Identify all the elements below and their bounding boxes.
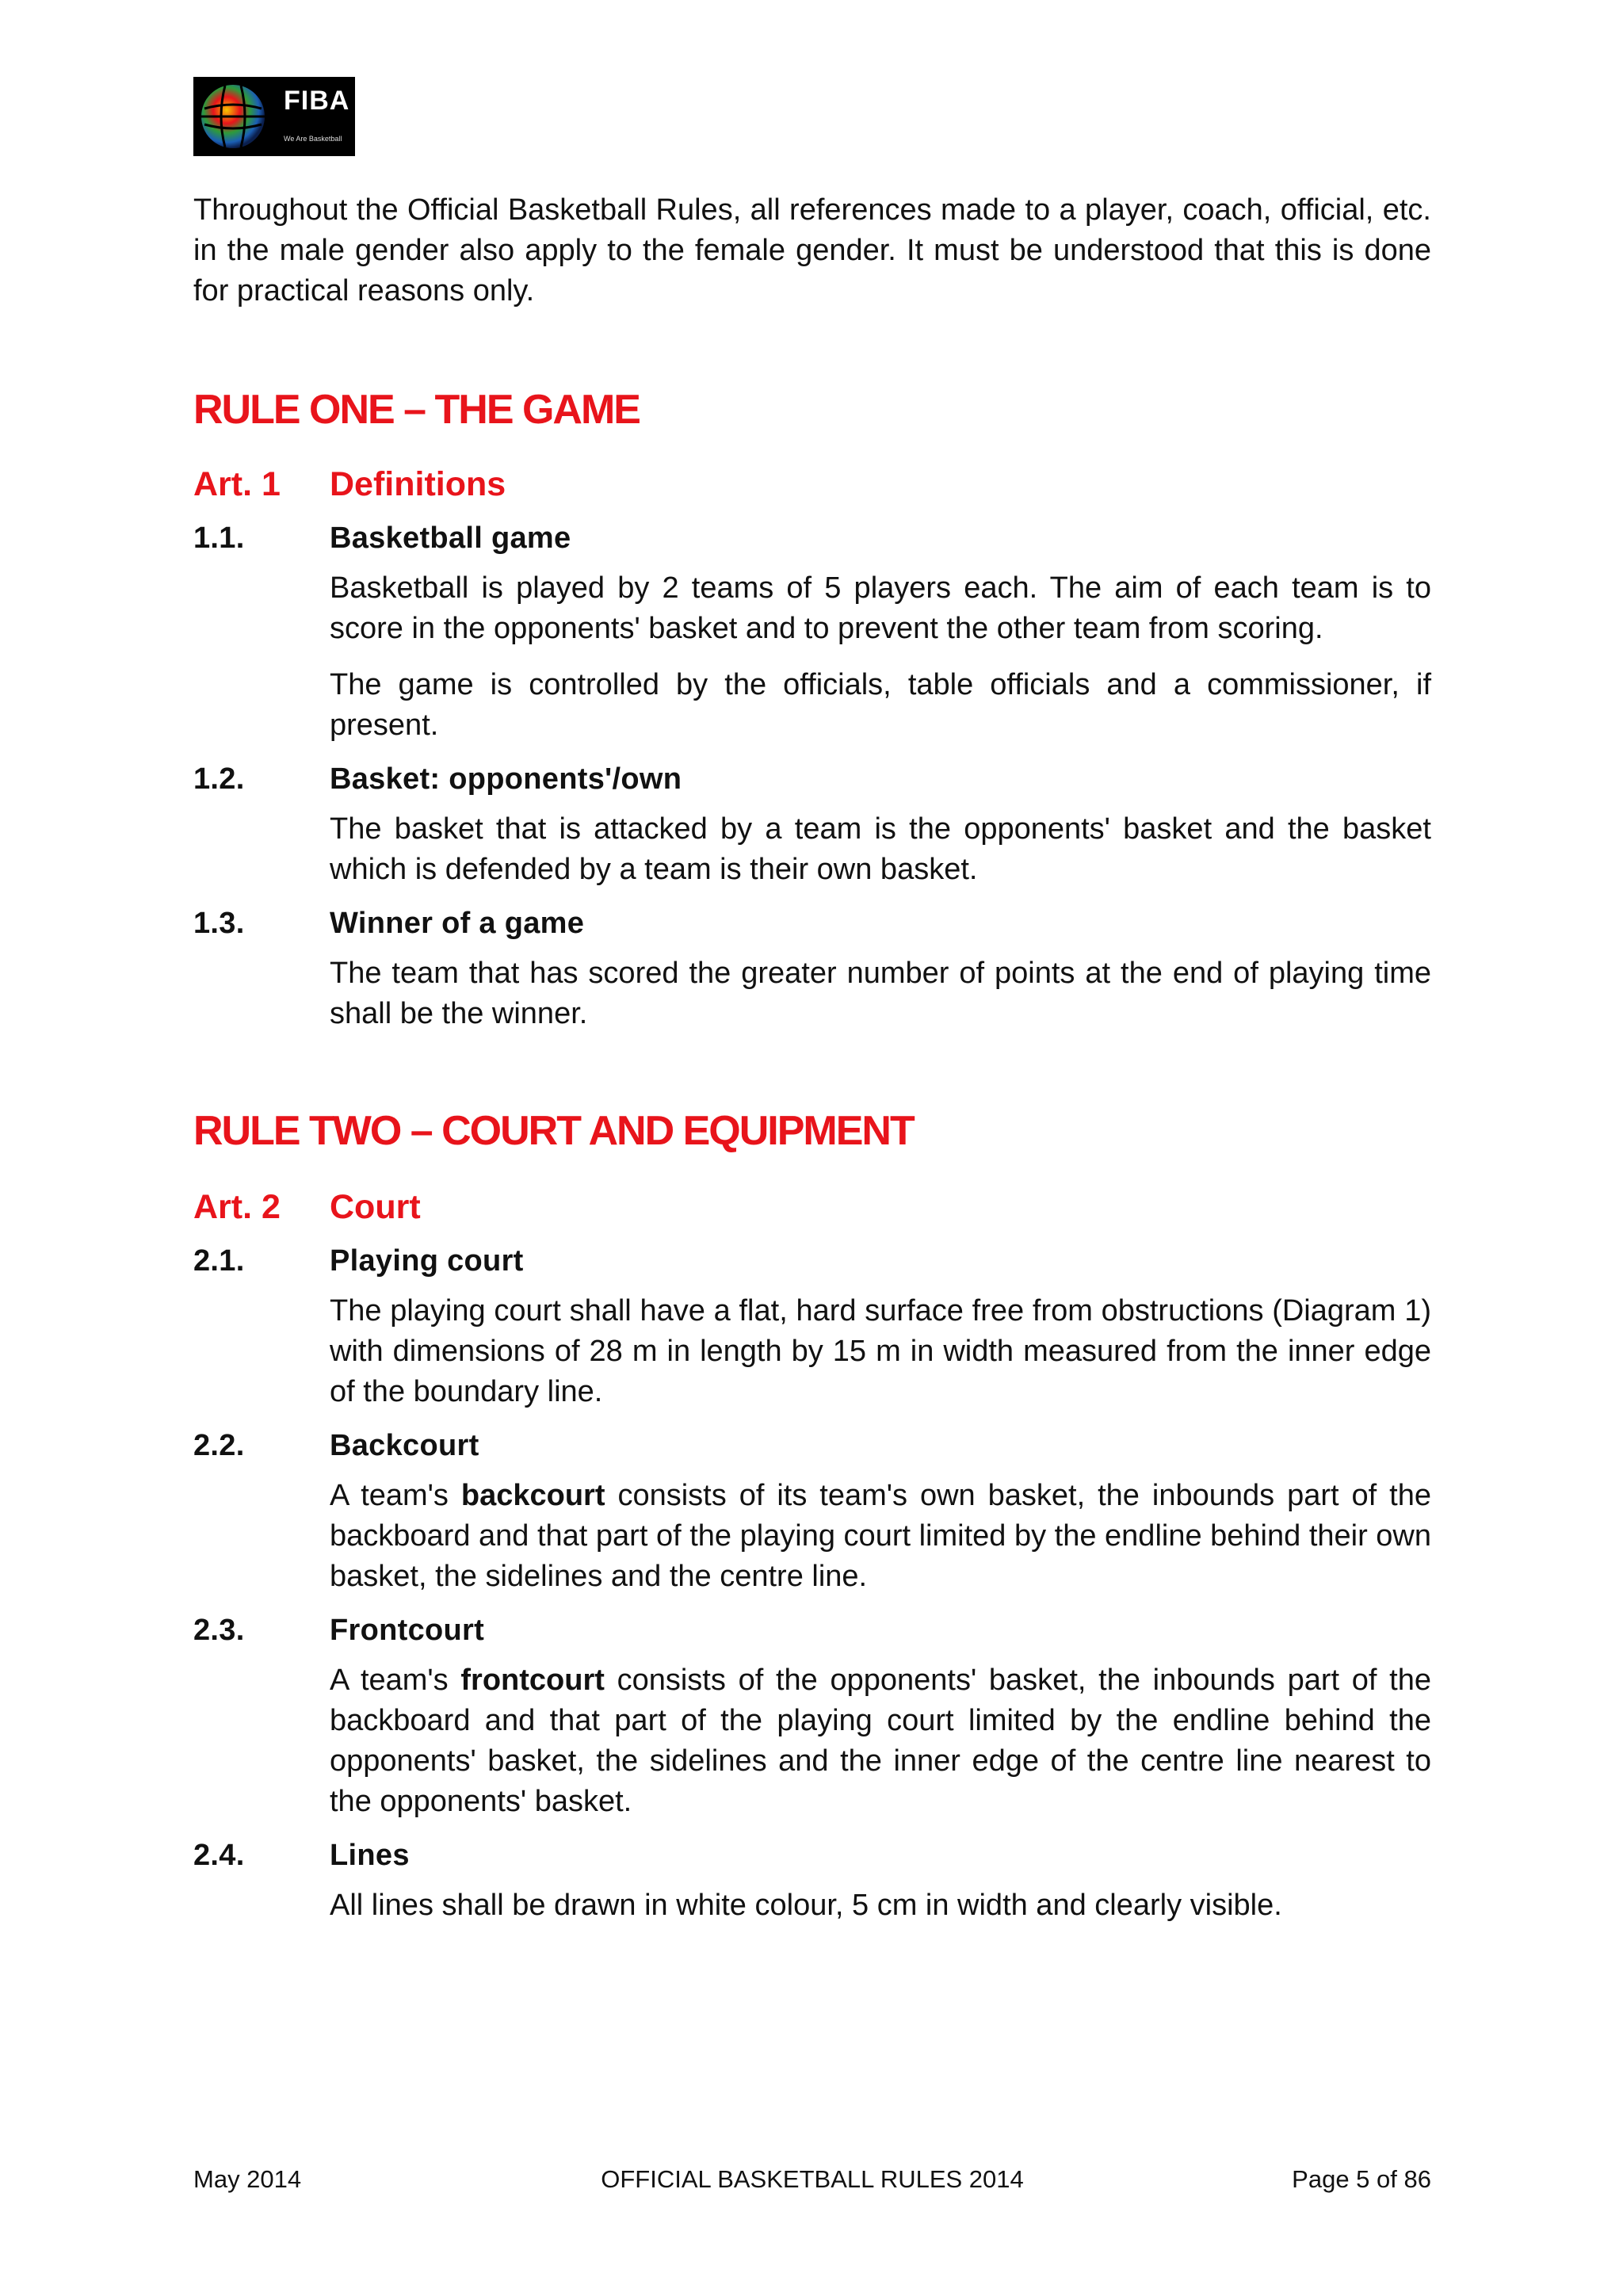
section-number: 2.3. [193, 1614, 245, 1647]
section-paragraph: The game is controlled by the officials, table officials and a commissioner, if present. [330, 668, 1431, 742]
section-title: Backcourt [330, 1429, 479, 1462]
section-number: 2.4. [193, 1839, 245, 1872]
logo-text [273, 77, 355, 156]
section-paragraph: Basketball is played by 2 teams of 5 players each. The aim of each team is to score in the opponents' basket and to prevent the other team from scoring. [330, 571, 1431, 645]
defined-term: frontcourt [460, 1664, 605, 1697]
section-paragraph [330, 1660, 1431, 1822]
section-number: 2.2. [193, 1429, 245, 1462]
section-number: 1.2. [193, 762, 245, 796]
text-run: consists of its team's own basket, the inbounds part of the backboard and that part of the playing court limited by the endline behind their own basket, the sidelines and the centre line. [330, 1479, 1432, 1593]
logo-wordmark: FIBA [284, 86, 350, 116]
footer-date: May 2014 [193, 2165, 302, 2193]
article-title: Court [330, 1188, 421, 1226]
section-heading [193, 1611, 1431, 1649]
section-paragraph: The team that has scored the greater number of points at the end of playing time shall be the winner. [330, 957, 1431, 1030]
section-heading [193, 1836, 1431, 1874]
footer-page-number: Page 5 of 86 [1292, 2165, 1431, 2193]
section-title: Playing court [330, 1244, 524, 1278]
text-run: A team's [330, 1479, 461, 1512]
fiba-logo [193, 77, 355, 156]
section-heading [193, 519, 1431, 557]
section-number: 1.3. [193, 907, 245, 940]
section-title: Winner of a game [330, 907, 585, 940]
section-heading [193, 1427, 1431, 1465]
section-number: 1.1. [193, 521, 245, 555]
section-title: Frontcourt [330, 1614, 485, 1647]
basketball-logo-icon [193, 77, 273, 156]
page-footer [193, 2164, 1431, 2195]
article-2-heading [193, 1186, 1431, 1228]
section-heading [193, 1242, 1431, 1280]
defined-term: backcourt [460, 1479, 605, 1512]
text-run: A team's [330, 1664, 461, 1697]
section-heading [193, 904, 1431, 942]
article-title: Definitions [330, 465, 506, 503]
document-content [193, 190, 1431, 1926]
text-run: consists of the opponents' basket, the inbounds part of the backboard and that part of the playing court limited by the endline behind the opponents' basket, the sidelines and the inner edge of the centre line nearest to the opponents' basket. [330, 1664, 1431, 1818]
section-paragraph [330, 1476, 1431, 1597]
section-heading [193, 760, 1431, 798]
section-paragraph: The basket that is attacked by a team is the opponents' basket and the basket which is defended by a team is their own basket. [330, 812, 1431, 886]
intro-paragraph: Throughout the Official Basketball Rules, all references made to a player, coach, official, etc. in the male gender also apply to the female gender. It must be understood that this is done for practical reasons only. [193, 193, 1431, 308]
rule-one-heading: RULE ONE – THE GAME [193, 387, 640, 433]
footer-title: OFFICIAL BASKETBALL RULES 2014 [601, 2165, 1024, 2193]
rule-two-heading: RULE TWO – COURT AND EQUIPMENT [193, 1108, 914, 1154]
article-number: Art. 1 [193, 465, 281, 503]
section-paragraph: The playing court shall have a flat, hard surface free from obstructions (Diagram 1) with dimensions of 28 m in length by 15 m in width measured from the inner edge of the boundary line. [330, 1294, 1431, 1408]
section-title: Lines [330, 1839, 410, 1872]
logo-tagline: We Are Basketball [284, 135, 342, 143]
section-title: Basket: opponents'/own [330, 762, 682, 796]
section-paragraph: All lines shall be drawn in white colour, 5 cm in width and clearly visible. [330, 1889, 1282, 1922]
article-number: Art. 2 [193, 1188, 281, 1226]
article-1-heading [193, 464, 1431, 505]
section-title: Basketball game [330, 521, 571, 555]
section-number: 2.1. [193, 1244, 245, 1278]
